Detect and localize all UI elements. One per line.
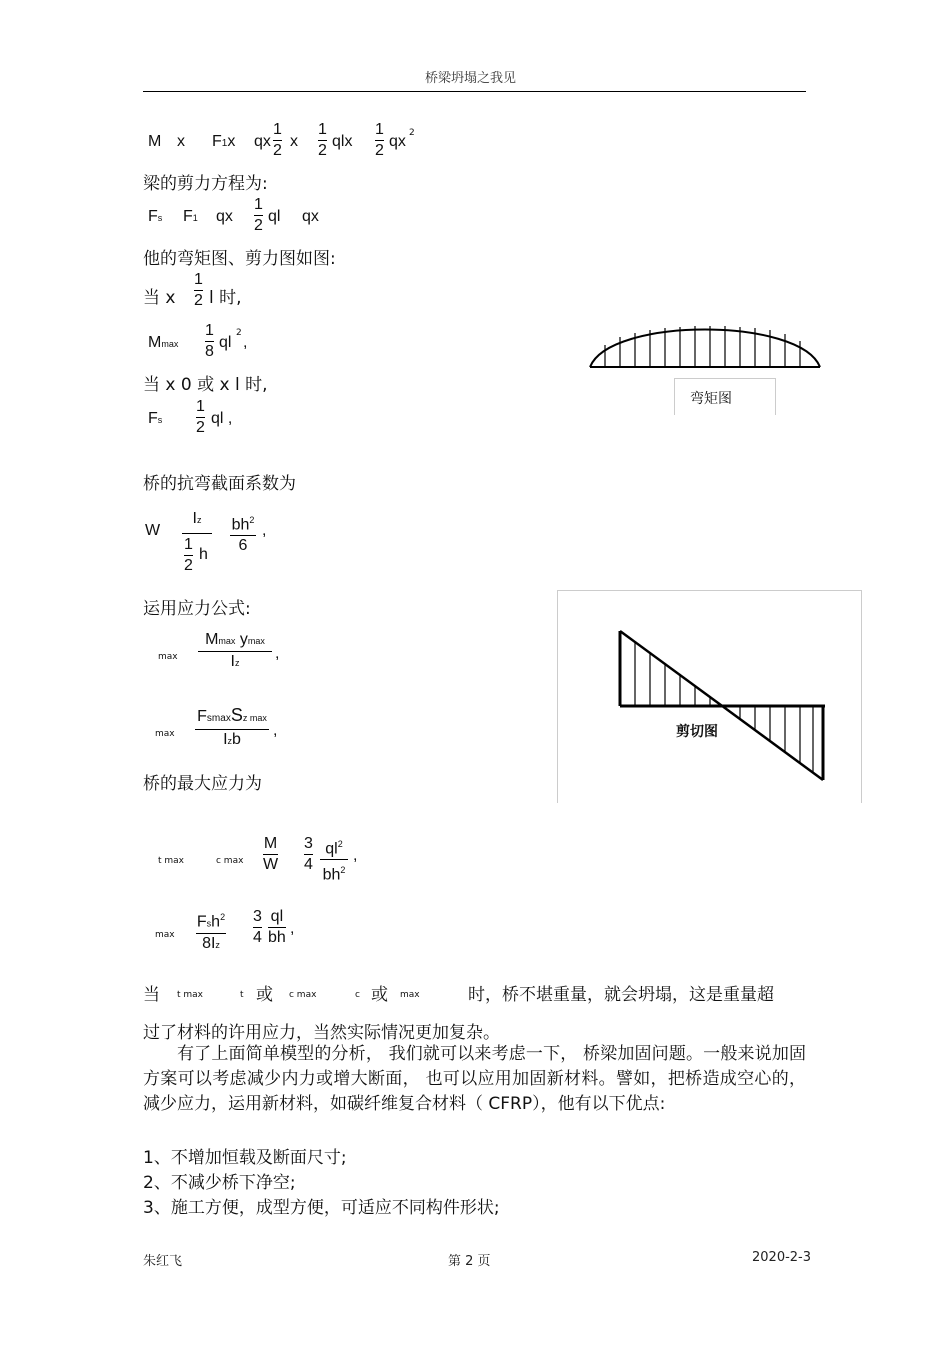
tau-comma: , xyxy=(273,722,278,739)
sigma2-comma: , xyxy=(353,847,358,864)
eq-ql: ql xyxy=(268,208,281,225)
cond-rest: 时，桥不堪重量，就会坍塌，这是重量超 xyxy=(468,985,774,1005)
list-item: 2、不减少桥下净空; xyxy=(143,1173,296,1193)
footer-date: 2020-2-3 xyxy=(752,1250,812,1265)
mmax-frac: 1 8 xyxy=(205,322,214,360)
eq-half-2: 1 2 xyxy=(318,121,327,159)
tau-frac: FsmaxSz max Izb xyxy=(195,705,269,751)
cond-tmax: t max xyxy=(177,990,203,1000)
sigma-mw: M W xyxy=(263,835,279,873)
eq-half-3: 1 2 xyxy=(375,121,384,159)
cond-huo1: 或 xyxy=(256,985,273,1005)
cond-huo2: 或 xyxy=(371,985,388,1005)
eq-half-1: 1 2 xyxy=(273,121,282,159)
mmax-m: Mmax xyxy=(148,334,179,351)
when-1-lead: 当 x xyxy=(143,288,176,308)
tau2-qlbh: ql bh xyxy=(268,908,286,946)
text-max-stress: 桥的最大应力为 xyxy=(143,774,262,794)
cond-max: max xyxy=(400,990,420,1000)
sigma-comma: , xyxy=(275,645,280,662)
sigma-frac: Mmax ymax Iz xyxy=(198,630,272,673)
eq-m: M xyxy=(148,133,162,150)
eq-x2: x xyxy=(290,133,298,150)
list-item: 1、不增加恒载及断面尺寸; xyxy=(143,1148,347,1168)
text-shear-equation: 梁的剪力方程为: xyxy=(143,174,268,194)
fs-f: Fs xyxy=(148,410,163,427)
sigma-qlbh: $ql^2$ $bh^2$ xyxy=(320,834,348,886)
w-den-half: 1 2 xyxy=(184,536,193,574)
w-frac-bh: $bh^2$ 6 xyxy=(231,515,255,555)
shear-diagram-label: 剪切图 xyxy=(676,724,718,740)
w-comma: , xyxy=(262,522,267,539)
when-2: 当 x 0 或 x l 时, xyxy=(143,375,268,395)
tau2-max-sub: max xyxy=(155,930,175,940)
tau2-34: 3 4 xyxy=(253,908,262,946)
fs-frac: 1 2 xyxy=(196,398,205,436)
eq-sq: 2 xyxy=(409,128,415,138)
cond-c: c xyxy=(355,990,360,1000)
w-frac-main: Iz xyxy=(182,509,212,534)
sigma-max-sub: max xyxy=(158,652,178,662)
cond-cmax: c max xyxy=(289,990,317,1000)
text-diagrams: 他的弯矩图、剪力图如图: xyxy=(143,249,336,269)
eq-qlx: qlx xyxy=(332,133,353,150)
eq-qx-a: qx xyxy=(216,208,233,225)
header-rule xyxy=(143,91,806,92)
w-symbol: W xyxy=(145,522,161,539)
cond-t: t xyxy=(240,990,244,1000)
when-1-frac: 1 2 xyxy=(194,271,203,309)
text-section-modulus: 桥的抗弯截面系数为 xyxy=(143,474,296,494)
text-exceed: 过了材料的许用应力，当然实际情况更加复杂。 xyxy=(143,1023,500,1043)
moment-diagram-svg xyxy=(585,315,825,375)
fs-tail: ql , xyxy=(211,410,233,427)
eq-qx: qx xyxy=(254,133,271,150)
eq-qx-b: qx xyxy=(302,208,319,225)
eq-fs: Fs xyxy=(148,208,163,225)
text-stress-formula: 运用应力公式: xyxy=(143,599,251,619)
when-1-tail: l 时, xyxy=(209,288,242,308)
shear-diagram-svg xyxy=(615,625,830,785)
mmax-sq: 2 xyxy=(236,328,242,338)
tau-max-sub: max xyxy=(155,729,175,739)
eq-x: x xyxy=(177,133,185,150)
footer-page: 第 2 页 xyxy=(448,1254,491,1269)
tau2-comma: , xyxy=(290,920,295,937)
moment-diagram-label: 弯矩图 xyxy=(690,391,732,407)
sigma-cmax-sub: c max xyxy=(216,856,244,866)
mmax-ql: ql xyxy=(219,334,232,351)
sigma-tmax-sub: t max xyxy=(158,856,184,866)
sigma-34: 3 4 xyxy=(304,835,313,873)
eq-qx2: qx xyxy=(389,133,406,150)
header-title: 桥梁坍塌之我见 xyxy=(425,71,517,86)
cond-dang: 当 xyxy=(143,985,160,1005)
w-den-h: h xyxy=(199,546,208,563)
footer-author: 朱红飞 xyxy=(143,1254,183,1269)
mmax-comma: , xyxy=(243,334,248,351)
paragraph-reinforcement: 有了上面简单模型的分析， 我们就可以来考虑一下， 桥梁加固问题。一般来说加固方案可以考虑减少内力或增大断面， 也可以应用加固新材料。譬如，把桥造成空心的，减少应力，运用新材料，如碳纤维复合材料（ CFRP），他有以下优点: xyxy=(143,1044,806,1114)
tau2-frac: Fsh$^2$ 8Iz xyxy=(196,912,226,953)
eq-half-shear: 1 2 xyxy=(254,196,263,234)
eq-f1: F1 xyxy=(183,208,198,225)
list-item: 3、施工方便，成型方便，可适应不同构件形状; xyxy=(143,1198,500,1218)
eq-f1x: F1x xyxy=(212,133,236,150)
